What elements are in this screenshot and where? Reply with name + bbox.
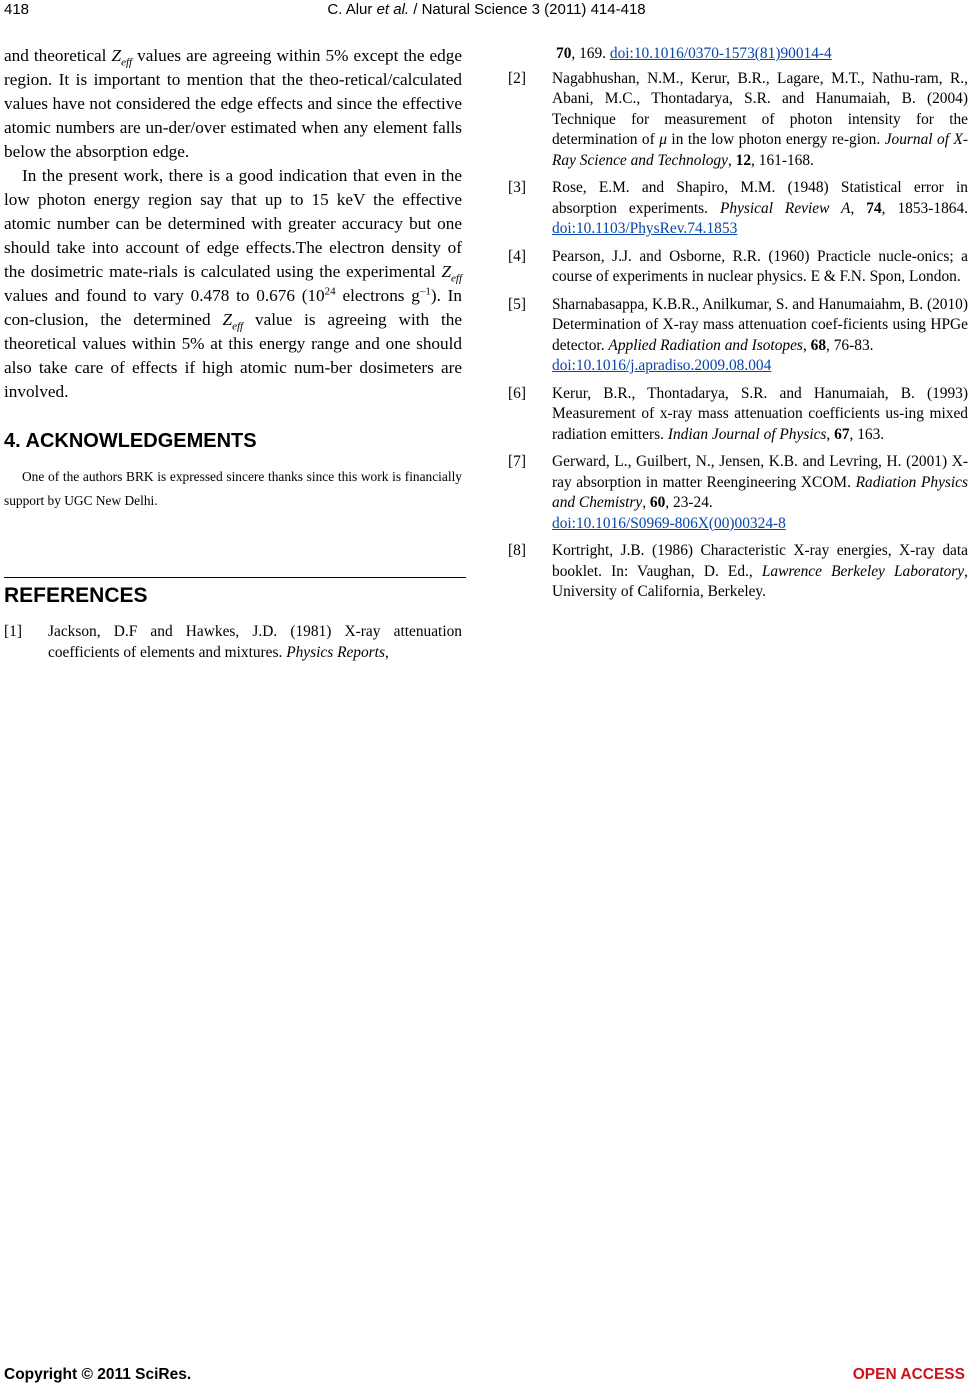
- reference-7: [508, 452, 968, 534]
- reference-5: [508, 295, 968, 377]
- reference-8: [508, 541, 968, 603]
- text-run: Sharnabasappa, K.B.R., Anilkumar, S. and Hanumaiahm, B. (2010) Determination of X-ray mass attenuation coef-ficients using HPGe detector.: [552, 295, 968, 354]
- text-run: , University of California, Berkeley.: [552, 562, 968, 600]
- reference-6: [508, 384, 968, 446]
- journal-name: Journal of X-Ray Science and Technology: [552, 131, 968, 169]
- journal-name: Applied Radiation and Isotopes: [608, 336, 803, 354]
- doi-link[interactable]: doi:10.1016/0370-1573(81)90014-4: [609, 45, 832, 62]
- reference-2: [508, 69, 968, 172]
- doi-link[interactable]: doi:10.1016/j.apradiso.2009.08.004: [552, 357, 772, 374]
- mu-symbol: μ: [659, 131, 667, 148]
- text-run: ). In con-clusion, the determined: [4, 286, 462, 329]
- journal-name: Indian Journal of Physics: [667, 425, 827, 443]
- text-run: in the low photon energy re-gion.: [666, 131, 885, 148]
- left-column: [4, 44, 462, 513]
- volume: 67: [834, 425, 850, 443]
- text-run: , 169.: [571, 45, 610, 62]
- text-run: Kortright, J.B. (1986) Characteristic X-ray energies, X-ray data booklet. In: Vaughan, D. Ed.,: [552, 542, 968, 580]
- header-authors: C. Alur: [327, 1, 377, 18]
- eff-subscript: eff: [232, 320, 244, 333]
- volume: 74: [866, 199, 882, 217]
- text-run: and theoretical: [4, 46, 112, 65]
- references-left: [4, 584, 462, 663]
- volume: 68: [810, 336, 827, 354]
- doi-link[interactable]: doi:10.1016/S0969-806X(00)00324-8: [552, 514, 786, 532]
- text-run: Rose, E.M. and Shapiro, M.M. (1948) Statistical error in absorption experiments.: [552, 179, 968, 217]
- reference-1: [4, 622, 462, 663]
- superscript: –1: [419, 285, 431, 298]
- text-run: Pearson, J.J. and Osborne, R.R. (1960) Practicle nucle-onics; a course of experiments in nuclear physics. E & F.N. Spon, London.: [552, 247, 968, 285]
- text-run: ,: [850, 199, 867, 217]
- paragraph-conclusion-1: [4, 44, 462, 164]
- text-run: ,: [826, 425, 835, 443]
- eff-subscript: eff: [451, 272, 462, 285]
- journal-name: Lawrence Berkeley Laboratory: [761, 562, 965, 580]
- z-symbol: Z: [222, 310, 233, 329]
- text-run: ,: [727, 151, 736, 169]
- text-run: values are agreeing within 5% except the edge region. It is important to mention that the theo-retical/calculated values have not considered the edge effects and since the effective atomic numbers are un-der/over estimated when any element falls below the absorption edge.: [4, 46, 463, 161]
- text-run: ,: [802, 336, 811, 354]
- paragraph-conclusion-2: [4, 164, 462, 404]
- header-et-al: et al.: [376, 1, 410, 18]
- reference-number: [5]: [508, 295, 526, 313]
- volume: 60: [649, 494, 666, 511]
- reference-1-continued: [508, 44, 968, 65]
- journal-name: Radiation Physics and Chemistry: [552, 473, 969, 511]
- reference-number: [1]: [4, 623, 22, 640]
- header-journal: / Natural Science 3 (2011) 414-418: [409, 1, 646, 18]
- reference-number: [6]: [508, 384, 526, 402]
- text-run: value is agreeing with the theoretical values within 5% at this energy range and one should also take care of effects if high atomic num-ber dosimeters are involved.: [4, 310, 463, 401]
- text-run: , 163.: [849, 425, 885, 443]
- running-title: [0, 1, 973, 18]
- text-run: , 161-168.: [751, 151, 814, 169]
- right-column: [508, 44, 968, 603]
- page-number: 418: [4, 1, 30, 18]
- volume: 70: [556, 45, 572, 62]
- acknowledgements-text: One of the authors BRK is expressed sincere thanks since this work is financially support by UGC New Delhi.: [4, 469, 462, 508]
- reference-number: [7]: [508, 453, 526, 470]
- running-header: [0, 0, 973, 22]
- text-run: In the present work, there is a good indication that even in the low photon energy region say that up to 15 keV the effective atomic number can be determined with greater accuracy but one should take into account of edge effects.The electron density of the dosimetric mate-rials is calculated using the experimental: [4, 166, 462, 281]
- references-heading: REFERENCES: [4, 584, 148, 607]
- eff-subscript: eff: [121, 56, 133, 69]
- z-symbol: Z: [111, 46, 122, 65]
- text-run: ,: [642, 494, 650, 511]
- reference-number: [4]: [508, 247, 526, 265]
- text-run: , 23-24.: [665, 494, 713, 511]
- text-run: Jackson, D.F and Hawkes, J.D. (1981) X-ray attenuation coefficients of elements and mixtures.: [48, 623, 462, 661]
- journal-name: Physics Reports: [286, 643, 385, 661]
- text-run: values and found to vary 0.478 to 0.676 (10: [4, 286, 325, 305]
- z-symbol: Z: [441, 262, 451, 281]
- reference-number: [2]: [508, 69, 526, 87]
- doi-link[interactable]: doi:10.1103/PhysRev.74.1853: [552, 220, 738, 237]
- reference-4: [508, 247, 968, 288]
- text-run: Kerur, B.R., Thontadarya, S.R. and Hanumaiah, B. (1993) Measurement of x-ray mass attenuation coefficients us-ing mixed radiation emitters.: [552, 384, 968, 443]
- section-divider: [4, 577, 466, 578]
- reference-number: [8]: [508, 542, 526, 559]
- journal-name: Physical Review A: [719, 199, 851, 217]
- superscript: 24: [324, 285, 336, 298]
- text-run: Gerward, L., Guilbert, N., Jensen, K.B. and Levring, H. (2001) X-ray absorption in matter Reengineering XCOM.: [552, 453, 968, 491]
- reference-number: [3]: [508, 179, 526, 196]
- text-run: electrons g: [335, 286, 420, 305]
- acknowledgements-heading: 4. ACKNOWLEDGEMENTS: [4, 430, 257, 452]
- open-access-label: OPEN ACCESS: [852, 1366, 965, 1383]
- text-run: ,: [384, 643, 389, 661]
- volume: 12: [735, 151, 752, 169]
- text-run: , 76-83.: [826, 336, 874, 354]
- copyright-notice: Copyright © 2011 SciRes.: [4, 1366, 192, 1383]
- text-run: Nagabhushan, N.M., Kerur, B.R., Lagare, M.T., Nathu-ram, R., Abani, M.C., Thontadarya, S.R. and Hanumaiah, B. (2004) Technique for measurement of photon intensity for the determination of: [552, 69, 968, 148]
- reference-3: [508, 178, 968, 240]
- text-run: , 1853-1864.: [881, 199, 968, 217]
